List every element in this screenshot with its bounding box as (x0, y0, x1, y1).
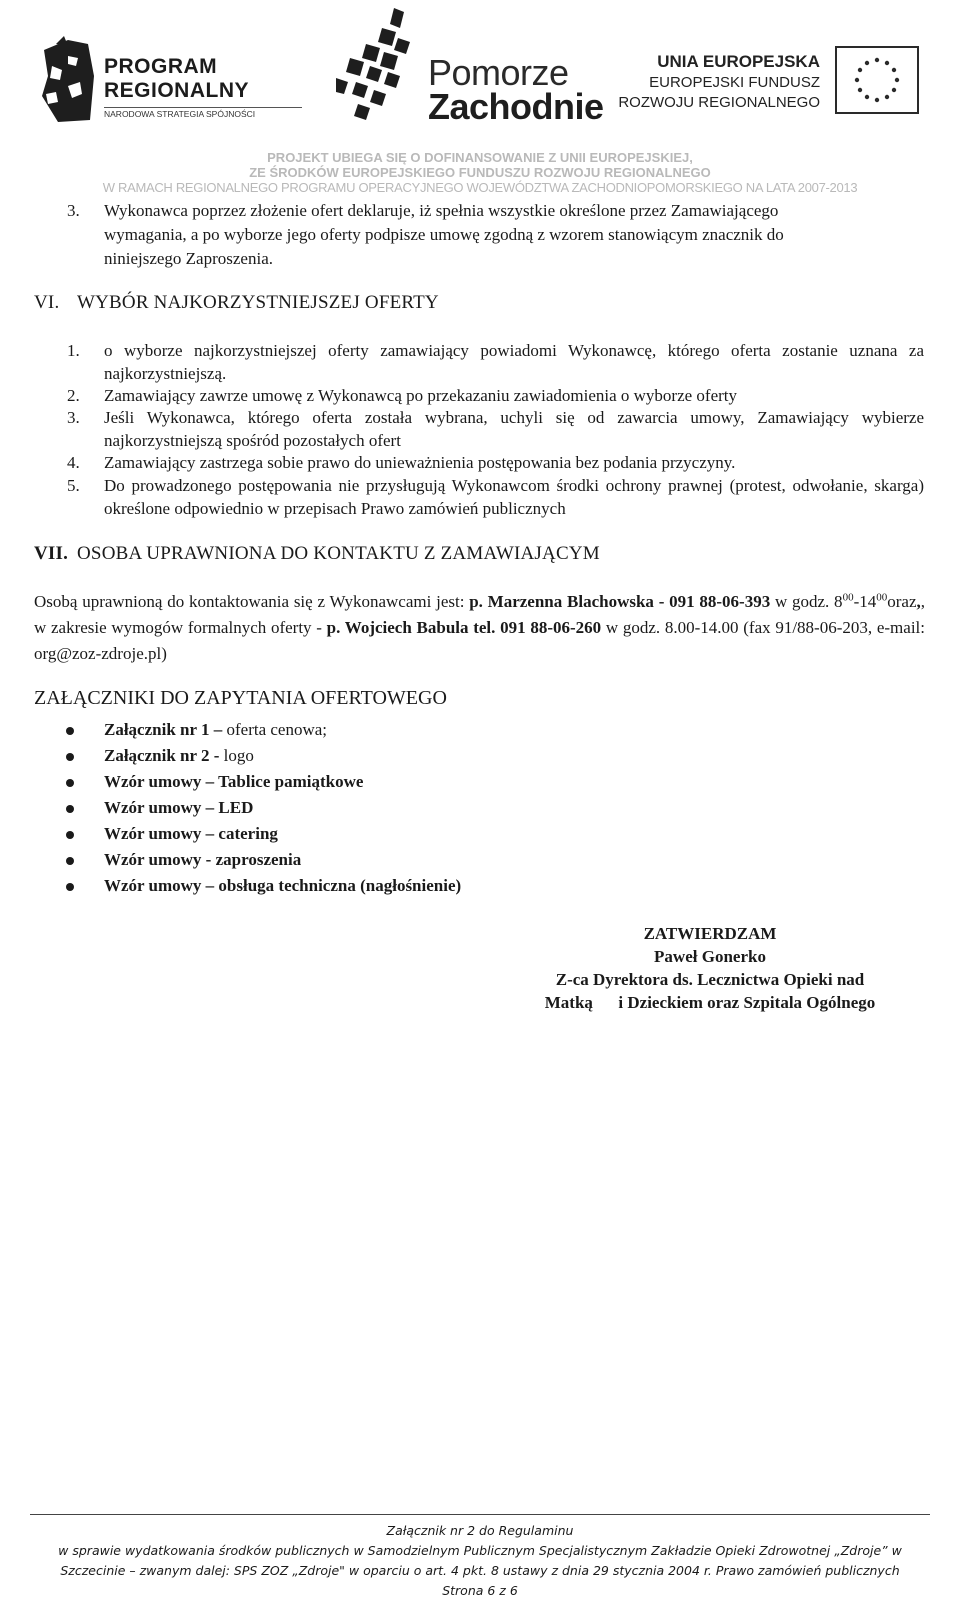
bullet-icon (66, 727, 74, 735)
attachment-bold: Załącznik nr 1 – (104, 720, 223, 739)
attachment-bold: Wzór umowy – Tablice pamiątkowe (104, 772, 364, 791)
eu-logo-line1: UNIA EUROPEJSKA (657, 52, 820, 71)
section-vi-item-1 (67, 340, 927, 386)
section-vi-number: VI. (34, 292, 60, 313)
item-text: Zamawiający zawrze umowę z Wykonawcą po przekazaniu zawiadomienia o wyborze oferty (104, 386, 738, 405)
footer-line-2: w sprawie wydatkowania środków publicznych w Samodzielnym Publicznym Specjalistycznym Zakładzie Opieki Zdrowotnej „Zdroje” w (58, 1543, 902, 1558)
contact-text: -14 (853, 592, 877, 611)
attachment-item (66, 873, 461, 899)
section-vi-heading (34, 292, 914, 318)
project-line-3: W RAMACH REGIONALNEGO PROGRAMU OPERACYJNEGO WOJEWÓDZTWA ZACHODNIOPOMORSKIEGO NA LATA 2007-2013 (102, 180, 858, 195)
section-vi-item-5 (67, 475, 927, 521)
contact-comma: , (916, 592, 921, 611)
section-vi-item-2 (67, 385, 927, 408)
contact-text: w godz. 8.00-14.00 (fax 91/88-06-203, e-mail: org@zoz-zdroje.pl) (34, 618, 925, 663)
attachment-bold: Wzór umowy - zaproszenia (104, 850, 302, 869)
item-number: 1. (67, 341, 80, 360)
attachment-rest: oferta cenowa; (222, 720, 328, 739)
bullet-icon (66, 883, 74, 891)
item-text: Jeśli Wykonawca, którego oferta została wybrana, uchyli się od zawarcia umowy, Zamawiający wybierze najkorzystniejszą spośród pozostałych ofert (104, 408, 924, 450)
program-logo-divider (104, 107, 302, 108)
bullet-icon (66, 779, 74, 787)
eu-logo-line2: EUROPEJSKI FUNDUSZ (649, 74, 820, 91)
attachment-item (66, 769, 461, 795)
eu-fund-logo (618, 44, 930, 116)
pomorze-logo-line2: Zachodnie (428, 86, 604, 127)
hour-superscript: 00 (876, 591, 888, 604)
program-logo-line2: REGIONALNY (104, 79, 250, 102)
bullet-icon (66, 831, 74, 839)
item-text: Do prowadzonego postępowania nie przysługują Wykonawcom środki ochrony prawnej (protest, odwołanie, skarga) określone odpowiednio w przepisach Prawo zamówień publicznych (104, 476, 924, 518)
section-vi-item-4 (67, 452, 927, 475)
program-logo-line3: NARODOWA STRATEGIA SPÓJNOŚCI (104, 109, 256, 119)
attachment-item (66, 717, 461, 743)
attachment-rest: logo (219, 746, 254, 765)
project-line-2: ZE ŚRODKÓW EUROPEJSKIEGO FUNDUSZU ROZWOJU REGIONALNEGO (249, 165, 711, 180)
header-logos (0, 0, 960, 150)
eu-logo-line3: ROZWOJU REGIONALNEGO (618, 94, 820, 111)
item-text: o wyborze najkorzystniejszej oferty zamawiający powiadomi Wykonawcę, którego oferta zostanie uznana za najkorzystniejszą. (104, 341, 924, 383)
attachments-title: ZAŁĄCZNIKI DO ZAPYTANIA OFERTOWEGO (34, 687, 447, 709)
approval-label: ZATWIERDZAM (643, 924, 777, 943)
program-regionalny-logo (38, 36, 278, 126)
item-number: 5. (67, 476, 80, 495)
item-text: Zamawiający zastrzega sobie prawo do unieważnienia postępowania bez podania przyczyny. (104, 453, 736, 472)
contact-text: w godz. 8 (770, 592, 843, 611)
attachment-item (66, 821, 461, 847)
attachment-item (66, 795, 461, 821)
bullet-icon (66, 805, 74, 813)
attachment-item (66, 847, 461, 873)
section-vii-number: VII. (34, 543, 69, 564)
contact-text: oraz (887, 592, 917, 611)
footer-divider (30, 1514, 930, 1515)
signatory-title-line-2: Matką i Dzieckiem oraz Szpitala Ogólnego (544, 993, 876, 1012)
contact-person-1: p. Marzenna Blachowska - 091 88-06-393 (469, 592, 771, 611)
item-number: 4. (67, 453, 80, 472)
contact-text: Osobą uprawnioną do kontaktowania się z Wykonawcami jest: (34, 592, 470, 611)
contact-paragraph (34, 589, 925, 667)
item-number: 3. (67, 408, 80, 427)
pomorze-logo-line1: Pomorze (428, 52, 569, 93)
section-vii-title: OSOBA UPRAWNIONA DO KONTAKTU Z ZAMAWIAJĄCYM (77, 543, 600, 564)
attachment-bold: Wzór umowy – LED (104, 798, 254, 817)
program-logo-line1: PROGRAM (104, 55, 218, 78)
program-regionalny-mark-icon (38, 36, 96, 124)
item-3-line-3: niniejszego Zaproszenia. (104, 249, 273, 268)
page-number: Strona 6 z 6 (442, 1583, 518, 1598)
footer-line-1: Załącznik nr 2 do Regulaminu (386, 1523, 574, 1538)
project-line-1: PROJEKT UBIEGA SIĘ O DOFINANSOWANIE Z UNII EUROPEJSKIEJ, (267, 150, 693, 165)
page-footer (0, 1521, 960, 1601)
bullet-icon (66, 753, 74, 761)
attachment-bold: Wzór umowy – catering (104, 824, 278, 843)
footer-line-3: Szczecinie – zwanym dalej: SPS ZOZ „Zdroje" w oparciu o art. 4 pkt. 8 ustawy z dnia 29 stycznia 2004 r. Prawo zamówień publicznych (60, 1563, 900, 1578)
signatory-name: Paweł Gonerko (654, 947, 766, 966)
hour-superscript: 00 (842, 591, 854, 604)
attachment-item (66, 743, 461, 769)
section-vi-item-3 (67, 407, 927, 453)
section-vii-heading (34, 543, 914, 569)
bullet-icon (66, 857, 74, 865)
project-funding-notice (0, 150, 960, 195)
approval-signature-block (500, 922, 920, 1014)
pomorze-zachodnie-logo (336, 8, 604, 127)
contact-text: , w zakresie wymogów formalnych oferty - (34, 592, 925, 637)
item-3-line-1: Wykonawca poprzez złożenie ofert deklaruje, iż spełnia wszystkie określone przez Zamawiającego (104, 201, 779, 220)
item-number: 2. (67, 386, 80, 405)
attachment-bold: Wzór umowy – obsługa techniczna (nagłośnienie) (104, 876, 462, 895)
attachment-bold: Załącznik nr 2 - (104, 746, 220, 765)
signatory-title-line-1: Z-ca Dyrektora ds. Lecznictwa Opieki nad (555, 970, 865, 989)
section-vi-title: WYBÓR NAJKORZYSTNIEJSZEJ OFERTY (77, 292, 439, 313)
eu-flag-icon (835, 46, 919, 114)
pomorze-zachodnie-mark-icon (336, 8, 426, 126)
contact-person-2: p. Wojciech Babula tel. 091 88-06-260 (326, 618, 602, 637)
item-3-line-2: wymagania, a po wyborze jego oferty podpisze umowę zgodną z wzorem stanowiącym znacznik do (104, 225, 784, 244)
attachments-list (66, 717, 461, 899)
item-number: 3. (67, 201, 80, 220)
